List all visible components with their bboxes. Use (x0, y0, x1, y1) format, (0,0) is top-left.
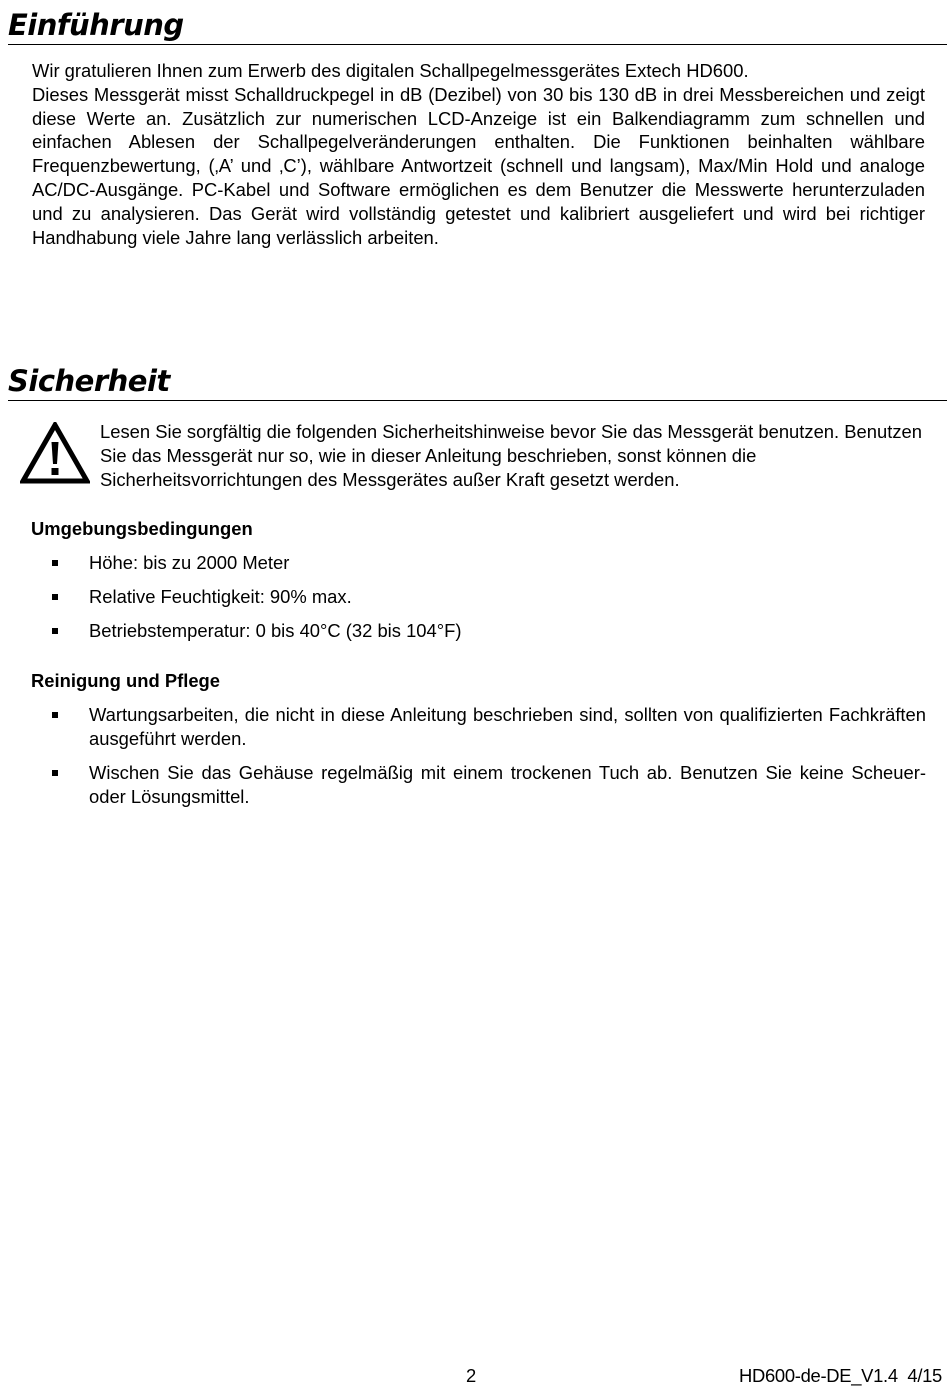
document-id: HD600-de-DE_V1.4 4/15 (739, 1365, 942, 1386)
list-item (52, 703, 926, 751)
bullet-square-icon (52, 560, 58, 566)
list-item-text: Wischen Sie das Gehäuse regelmäßig mit einem trockenen Tuch ab. Benutzen Sie keine Scheuer- oder Lösungsmittel. (89, 762, 926, 807)
list-item (52, 761, 926, 809)
list-item (52, 619, 926, 643)
list-item (52, 585, 926, 609)
subheading-environment: Umgebungsbedingungen (31, 518, 253, 539)
intro-text (32, 59, 925, 249)
warning-triangle-icon (20, 422, 90, 484)
list-item-text: Relative Feuchtigkeit: 90% max. (89, 586, 352, 607)
intro-paragraph: Wir gratulieren Ihnen zum Erwerb des digitalen Schallpegelmessgerätes Extech HD600. (32, 60, 749, 81)
section-title-intro: Einführung (8, 8, 947, 45)
bullet-square-icon (52, 770, 58, 776)
subheading-cleaning: Reinigung und Pflege (31, 670, 221, 691)
list-item (52, 551, 926, 575)
list-item-text: Wartungsarbeiten, die nicht in diese Anleitung beschrieben sind, sollten von qualifizierten Fachkräften ausgeführt werden. (89, 704, 926, 749)
safety-warning-text: Lesen Sie sorgfältig die folgenden Sicherheitshinweise bevor Sie das Messgerät benutzen. Benutzen Sie das Messgerät nur so, wie in dieser Anleitung beschrieben, sonst können die Sicherheitsvorrichtungen des Messgerätes außer Kraft gesetzt werden. (100, 421, 922, 490)
bullet-square-icon (52, 594, 58, 600)
bullet-square-icon (52, 628, 58, 634)
list-item-text: Höhe: bis zu 2000 Meter (89, 552, 290, 573)
bullet-square-icon (52, 712, 58, 718)
list-item-text: Betriebstemperatur: 0 bis 40°C (32 bis 104°F) (89, 620, 462, 641)
page-number: 2 (466, 1365, 477, 1386)
section-title-safety: Sicherheit (8, 364, 947, 401)
intro-paragraph: Dieses Messgerät misst Schalldruckpegel in dB (Dezibel) von 30 bis 130 dB in drei Messbereichen und zeigt diese Werte an. Zusätzlich zur numerischen LCD-Anzeige ist ein Balkendiagramm zum schnellen und einfachen Ablesen der Schallpegelveränderungen enthalten. Die Funktionen beinhalten wählbare Frequenzbewertung, (‚A’ und ‚C’), wählbare Antwortzeit (schnell und langsam), Max/Min Hold und analoge AC/DC-Ausgänge. PC-Kabel und Software ermöglichen es dem Benutzer die Messwerte herunterzuladen und zu analysieren. Das Gerät wird vollständig getestet und kalibriert ausgeliefert und wird bei richtiger Handhabung viele Jahre lang verlässlich arbeiten. (32, 83, 925, 248)
